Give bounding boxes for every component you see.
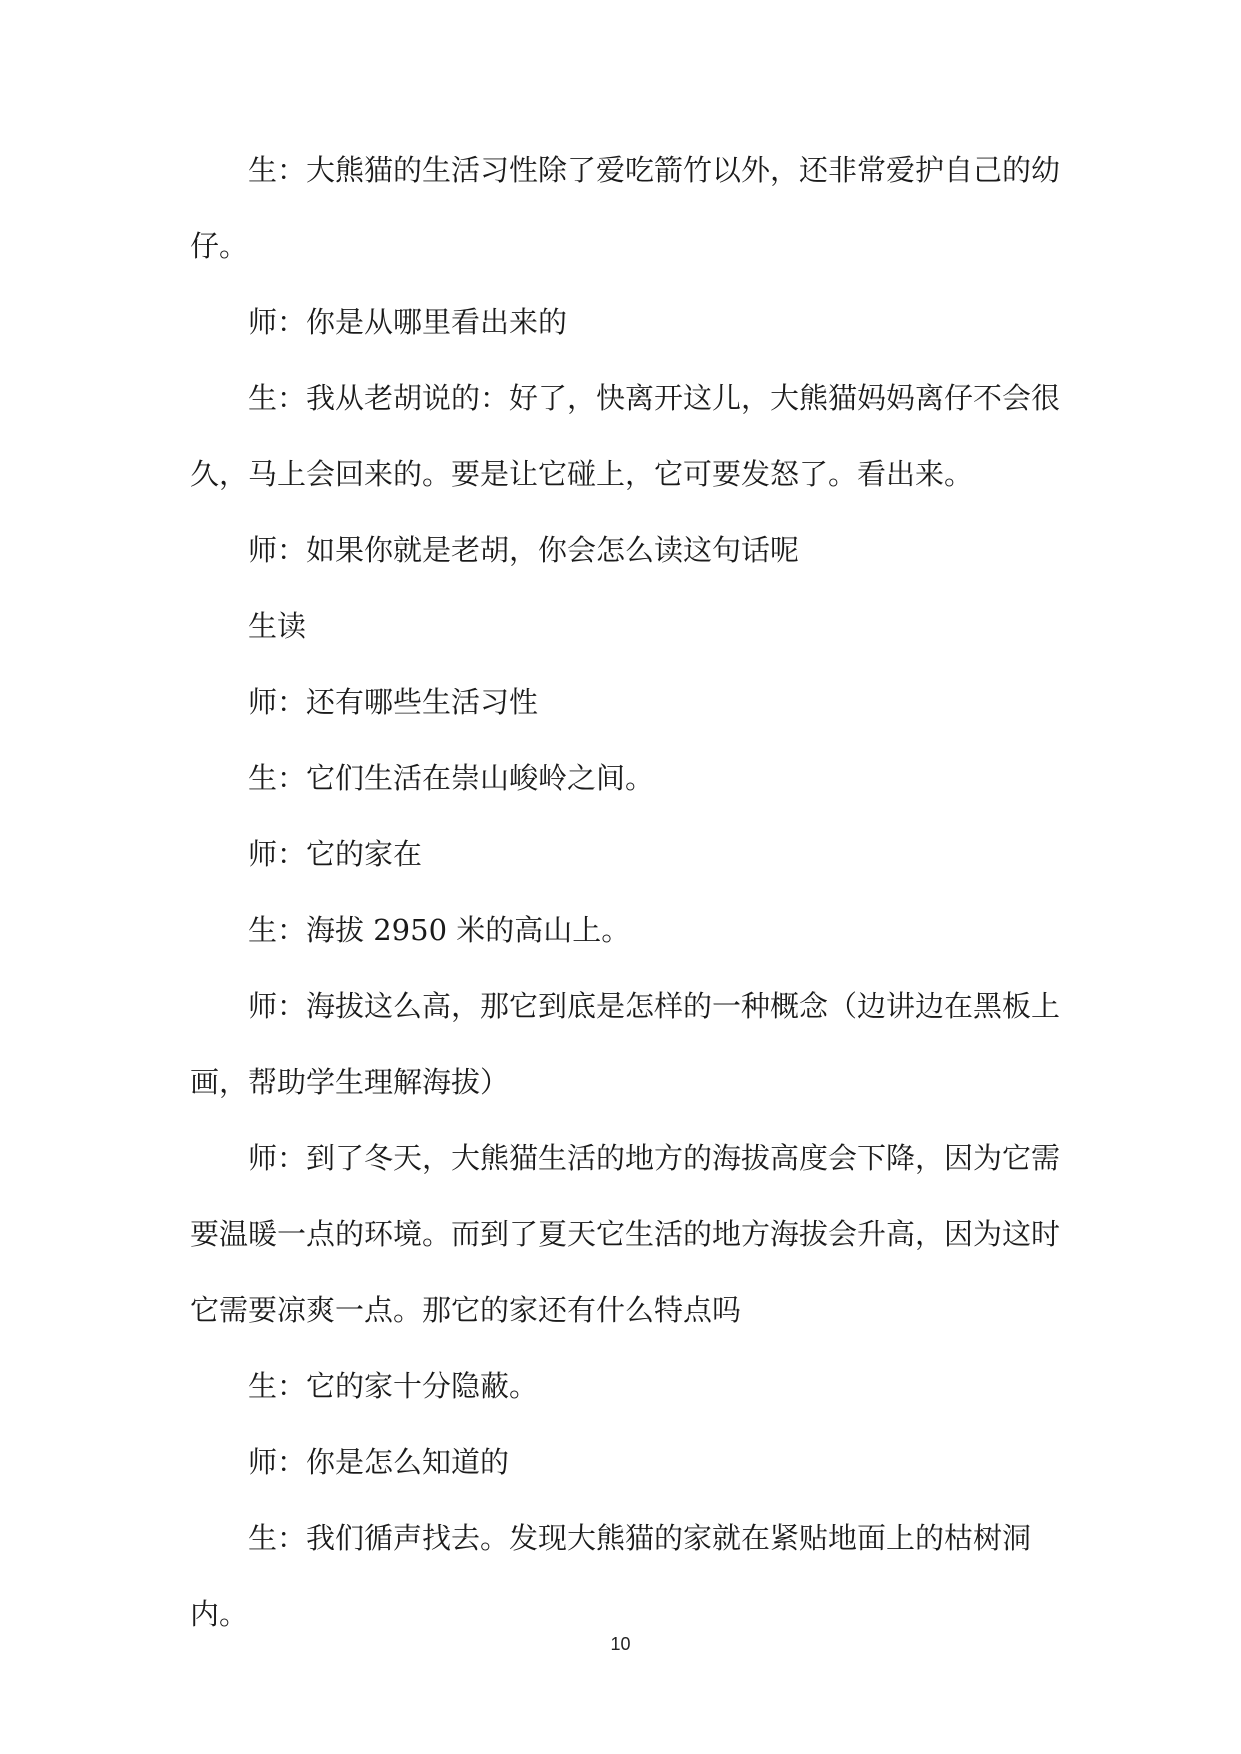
paragraph-2: 师：你是从哪里看出来的	[248, 305, 568, 339]
paragraph-1: 生：大熊猫的生活习性除了爱吃箭竹以外，还非常爱护自己的幼仔。	[190, 153, 1061, 263]
paragraph-4: 师：如果你就是老胡，你会怎么读这句话呢	[248, 533, 800, 567]
paragraph-10: 师：海拔这么高，那它到底是怎样的一种概念（边讲边在黑板上画，帮助学生理解海拔）	[190, 989, 1061, 1099]
paragraph-14: 生：我们循声找去。发现大熊猫的家就在紧贴地面上的枯树洞内。	[190, 1521, 1032, 1631]
paragraph-5: 生读	[248, 609, 307, 643]
paragraph-11: 师：到了冬天，大熊猫生活的地方的海拔高度会下降，因为它需要温暖一点的环境。而到了夏天它生活的地方海拔会升高，因为这时它需要凉爽一点。那它的家还有什么特点吗	[190, 1141, 1061, 1327]
paragraph-9: 生：海拔 2950 米的高山上。	[248, 913, 631, 947]
paragraph-12: 生：它的家十分隐蔽。	[248, 1369, 539, 1403]
paragraph-13: 师：你是怎么知道的	[248, 1445, 510, 1479]
paragraph-8: 师：它的家在	[248, 837, 423, 871]
page-number: 10	[610, 1634, 631, 1654]
paragraph-6: 师：还有哪些生活习性	[248, 685, 539, 719]
paragraph-7: 生：它们生活在崇山峻岭之间。	[248, 761, 655, 795]
paragraph-3: 生：我从老胡说的：好了，快离开这儿，大熊猫妈妈离仔不会很久，马上会回来的。要是让它碰上，它可要发怒了。看出来。	[190, 381, 1061, 491]
